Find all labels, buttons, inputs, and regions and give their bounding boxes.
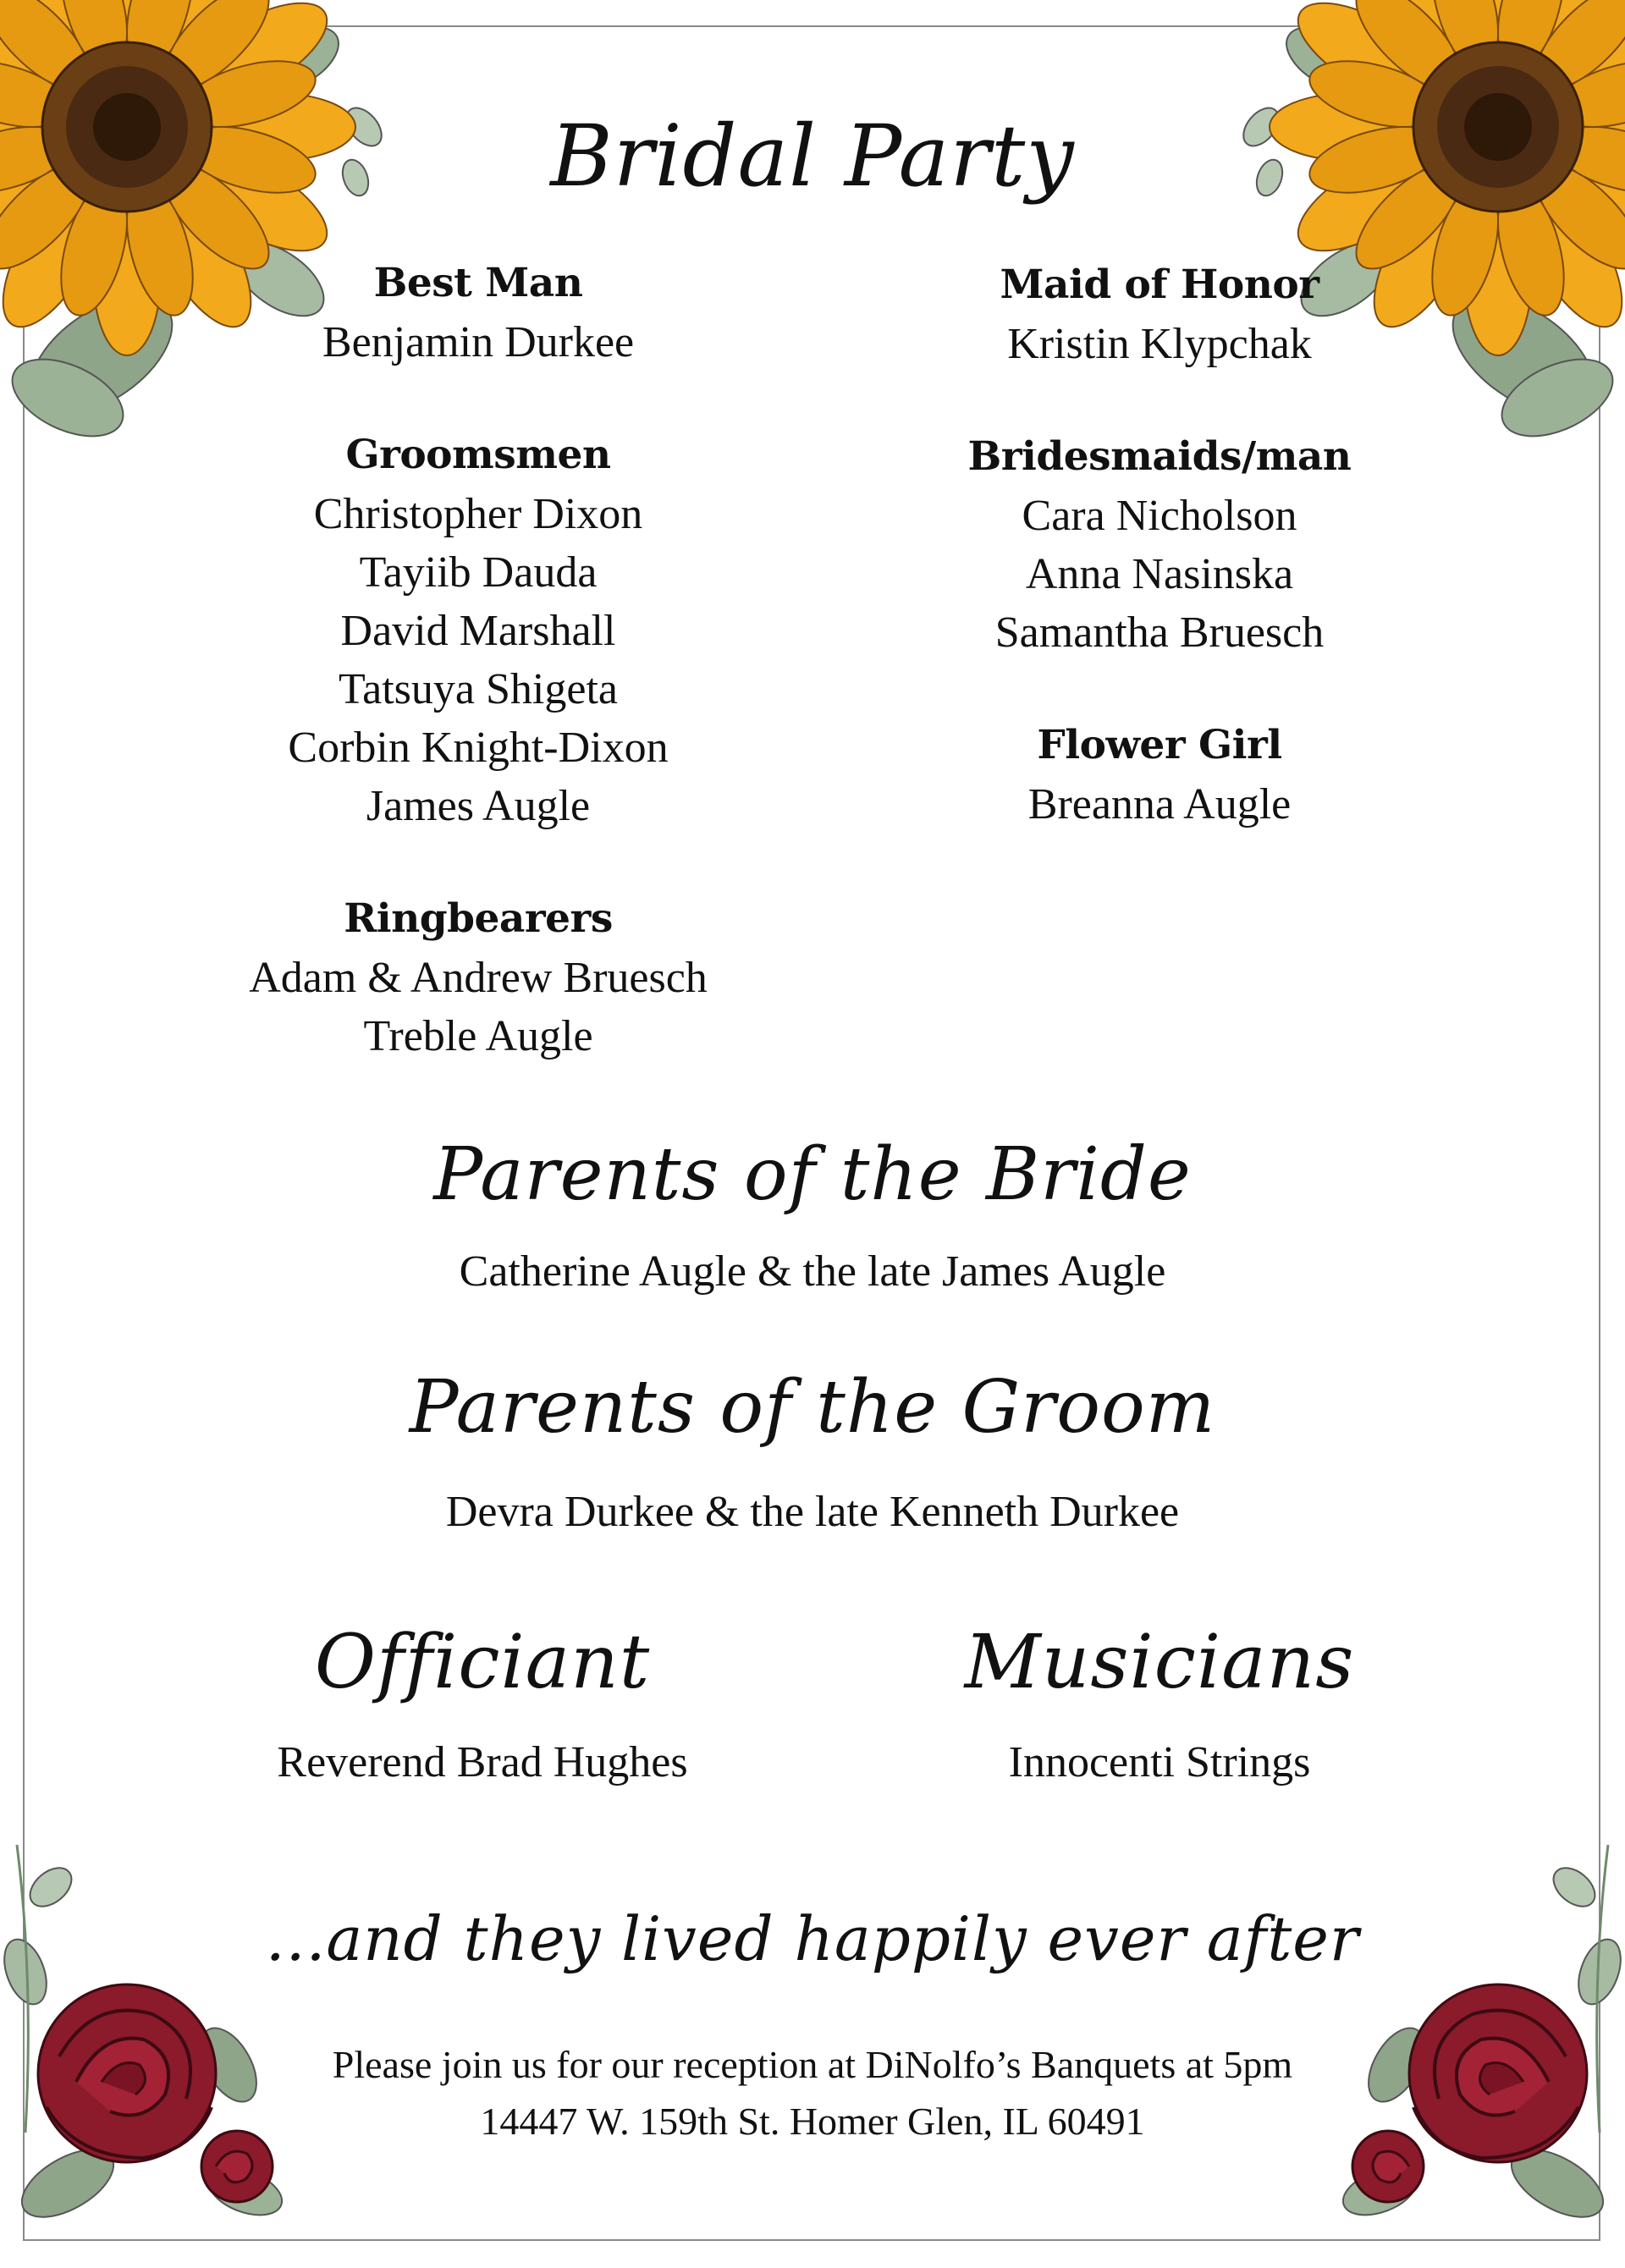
parents-bride-heading: Parents of the Bride — [433, 1132, 1192, 1217]
person-name: Cara Nicholson — [1022, 492, 1297, 540]
role-label: Flower Girl — [1037, 722, 1282, 768]
person-name: Tatsuya Shigeta — [339, 665, 618, 713]
musicians-name: Innocenti Strings — [1008, 1738, 1311, 1786]
musicians-section — [753, 1618, 1566, 1792]
reception-line-1: Please join us for our reception at DiNolfo’s Banquets at 5pm — [332, 2043, 1293, 2086]
maid-of-honor-group — [855, 256, 1464, 373]
person-name: Christopher Dixon — [313, 490, 643, 538]
person-name: Corbin Knight-Dixon — [288, 724, 669, 772]
role-label: Groomsmen — [345, 432, 611, 478]
groomsmen-group — [174, 426, 783, 835]
person-name: Tayiib Dauda — [359, 548, 598, 597]
person-name: Benjamin Durkee — [322, 318, 635, 366]
musicians-heading: Musicians — [964, 1618, 1355, 1705]
page-title: Bridal Party — [550, 107, 1075, 206]
left-column — [174, 254, 783, 1120]
officiant-heading: Officiant — [314, 1618, 651, 1705]
parents-bride-names: Catherine Augle & the late James Augle — [459, 1247, 1166, 1296]
person-name: James Augle — [366, 782, 591, 830]
person-name: Anna Nasinska — [1025, 550, 1294, 598]
role-label: Ringbearers — [344, 895, 613, 942]
best-man-group — [174, 254, 783, 372]
bridesmaids-group — [855, 427, 1464, 662]
officiant-name: Reverend Brad Hughes — [277, 1738, 688, 1786]
role-label: Best Man — [373, 260, 583, 306]
person-name: Kristin Klypchak — [1007, 320, 1312, 368]
role-label: Maid of Honor — [1000, 261, 1319, 308]
person-name: Samantha Bruesch — [994, 608, 1325, 657]
right-column — [855, 256, 1464, 888]
person-name: Adam & Andrew Bruesch — [249, 954, 708, 1002]
parents-groom-names: Devra Durkee & the late Kenneth Durkee — [445, 1488, 1180, 1536]
person-name: Treble Augle — [363, 1012, 593, 1060]
person-name: Breanna Augle — [1027, 780, 1292, 828]
closing-line: ...and they lived happily ever after — [265, 1903, 1360, 1974]
role-label: Bridesmaids/man — [967, 433, 1352, 480]
reception-address: 14447 W. 159th St. Homer Glen, IL 60491 — [480, 2100, 1145, 2143]
person-name: David Marshall — [340, 607, 616, 655]
parents-groom-heading: Parents of the Groom — [409, 1365, 1216, 1450]
ringbearers-group — [174, 889, 783, 1065]
flower-girl-group — [855, 716, 1464, 834]
